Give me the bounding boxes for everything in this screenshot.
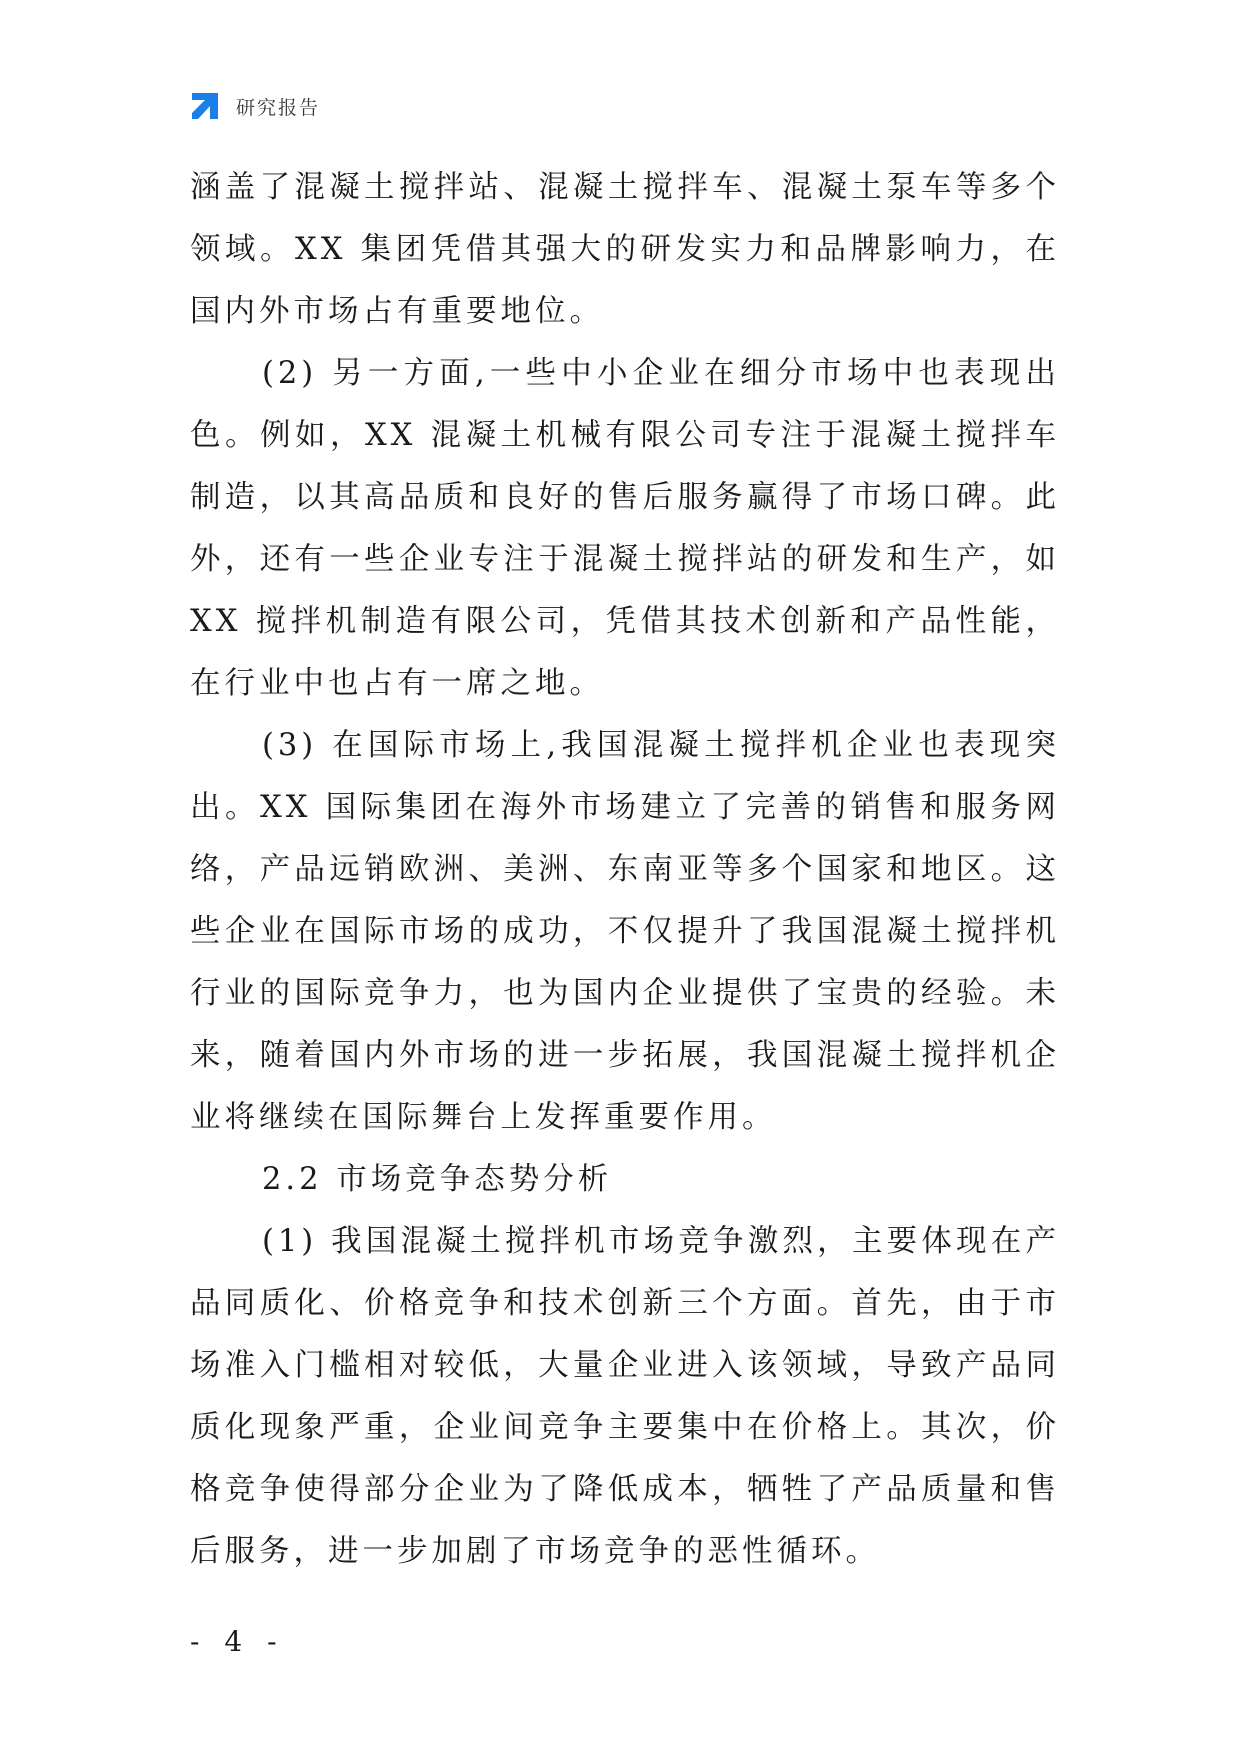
arrow-logo-icon — [188, 89, 222, 123]
section-heading: 2.2 市场竞争态势分析 — [262, 1162, 613, 1197]
section-paragraph-1: (1) 我国混凝土搅拌机市场竞争激烈，主要体现在产品同质化、价格竞争和技术创新三个方面。首先，由于市场准入门槛相对较低，大量企业进入该领域，导致产品同质化现象严重，企业间竞争主要集中在价格上。其次，价格竞争使得部分企业为了降低成本，牺牲了产品质量和售后服务，进一步加剧了市场竞争的恶性循环。 — [190, 1224, 1060, 1569]
page-number: - 4 - — [190, 1625, 285, 1658]
document-body — [190, 157, 1060, 1583]
paragraph-continued: 涵盖了混凝土搅拌站、混凝土搅拌车、混凝土泵车等多个领域。XX 集团凭借其强大的研发实力和品牌影响力，在国内外市场占有重要地位。 — [190, 170, 1060, 329]
page-header — [188, 88, 320, 124]
paragraph-3: (3) 在国际市场上,我国混凝土搅拌机企业也表现突出。XX 国际集团在海外市场建立了完善的销售和服务网络，产品远销欧洲、美洲、东南亚等多个国家和地区。这些企业在国际市场的成功，不仅提升了我国混凝土搅拌机行业的国际竞争力，也为国内企业提供了宝贵的经验。未来，随着国内外市场的进一步拓展，我国混凝土搅拌机企业将继续在国际舞台上发挥重要作用。 — [190, 728, 1060, 1135]
header-title: 研究报告 — [236, 96, 321, 119]
paragraph-2: (2) 另一方面,一些中小企业在细分市场中也表现出色。例如，XX 混凝土机械有限公司专注于混凝土搅拌车制造，以其高品质和良好的售后服务赢得了市场口碑。此外，还有一些企业专注于混凝土搅拌站的研发和生产，如 XX 搅拌机制造有限公司，凭借其技术创新和产品性能，在行业中也占有一席之地。 — [190, 356, 1060, 701]
